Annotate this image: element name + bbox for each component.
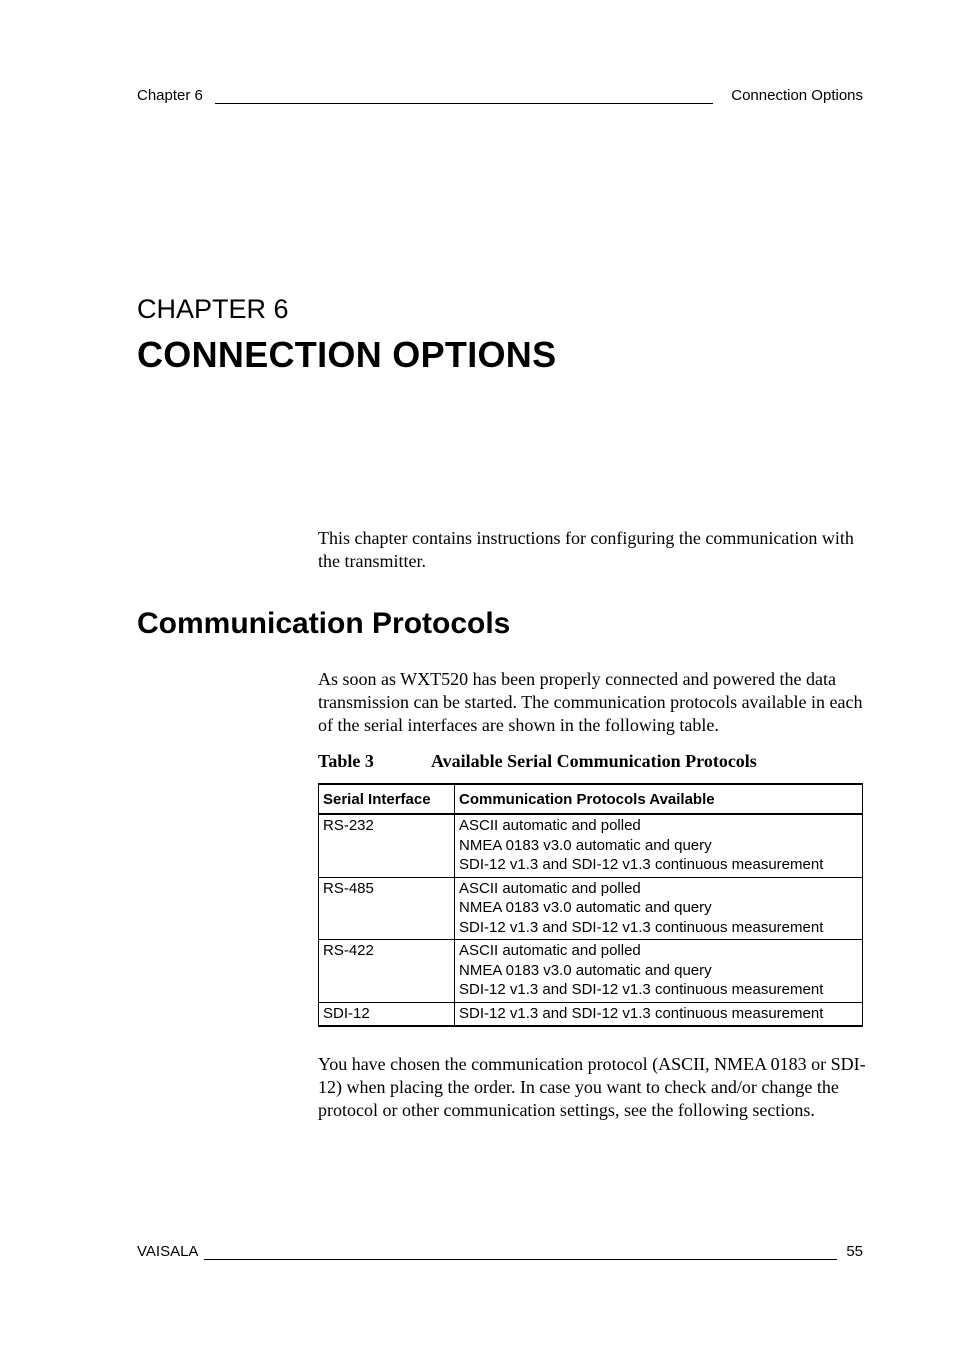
- page-number: 55: [846, 1243, 863, 1260]
- protocol-line: ASCII automatic and polled: [459, 879, 641, 897]
- footer-rule: [204, 1259, 837, 1260]
- protocol-line: ASCII automatic and polled: [459, 942, 641, 959]
- table-caption-number: Table 3: [318, 751, 374, 771]
- interface-cell: RS-232: [319, 814, 455, 877]
- table-caption: [318, 751, 757, 772]
- section-title: Communication Protocols: [137, 607, 511, 640]
- header-section: Connection Options: [731, 87, 863, 104]
- protocol-line: SDI-12 v1.3 and SDI-12 v1.3 continuous measurement: [459, 856, 824, 873]
- column-header-protocols: Communication Protocols Available: [455, 784, 863, 814]
- section-paragraph: As soon as WXT520 has been properly connected and powered the data transmission can be started. The communication protocols available in each of the serial interfaces are shown in the following table.: [318, 669, 863, 735]
- interface-cell: RS-485: [319, 877, 455, 940]
- protocol-line: ASCII automatic and polled: [459, 817, 641, 834]
- header-rule: [215, 103, 713, 104]
- table-row: [319, 814, 863, 877]
- protocol-line: SDI-12 v1.3 and SDI-12 v1.3 continuous measurement: [459, 1004, 824, 1022]
- column-header-interface: Serial Interface: [319, 784, 455, 814]
- intro-paragraph: This chapter contains instructions for configuring the communication with the transmitter.: [318, 528, 854, 571]
- protocol-line: NMEA 0183 v3.0 automatic and query: [459, 836, 712, 854]
- protocols-cell: [455, 877, 863, 940]
- table-row: [319, 877, 863, 940]
- table-row: [319, 940, 863, 1003]
- protocol-line: SDI-12 v1.3 and SDI-12 v1.3 continuous measurement: [459, 981, 824, 998]
- header-chapter: Chapter 6: [137, 87, 203, 104]
- protocols-table: [318, 783, 863, 1027]
- table-header-row: [319, 784, 863, 814]
- interface-cell: SDI-12: [319, 1002, 455, 1026]
- protocols-cell: [455, 1002, 863, 1026]
- running-header: [137, 87, 863, 107]
- protocols-cell: [455, 940, 863, 1003]
- protocol-line: NMEA 0183 v3.0 automatic and query: [459, 899, 712, 916]
- footer-company: VAISALA: [137, 1243, 199, 1260]
- table-caption-title: Available Serial Communication Protocols: [431, 751, 757, 771]
- table-row: [319, 1002, 863, 1026]
- interface-cell: RS-422: [319, 940, 455, 1003]
- chapter-title: CONNECTION OPTIONS: [137, 334, 557, 375]
- closing-paragraph: You have chosen the communication protocol (ASCII, NMEA 0183 or SDI-12) when placing the order. In case you want to check and/or change the protocol or other communication settings, see the following sections.: [318, 1054, 866, 1120]
- protocol-line: NMEA 0183 v3.0 automatic and query: [459, 961, 712, 979]
- running-footer: [137, 1243, 863, 1263]
- chapter-label: CHAPTER 6: [137, 294, 289, 324]
- protocol-line: SDI-12 v1.3 and SDI-12 v1.3 continuous measurement: [459, 918, 824, 936]
- protocols-cell: [455, 814, 863, 877]
